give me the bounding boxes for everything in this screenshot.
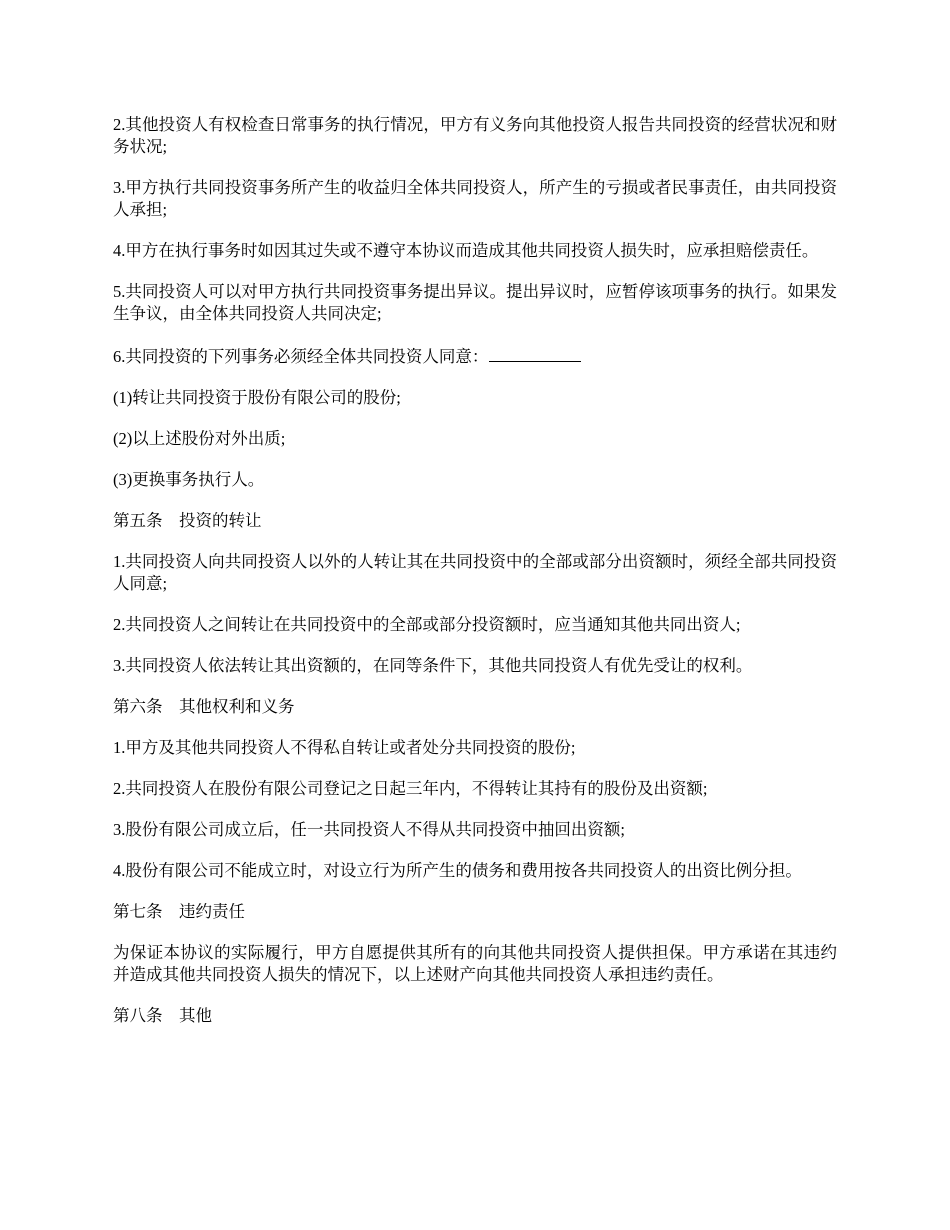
document-page xyxy=(113,114,837,1046)
article-5-clause-2: 2.共同投资人之间转让在共同投资中的全部或部分投资额时，应当通知其他共同出资人; xyxy=(113,615,741,634)
clause-3-profits: 3.甲方执行共同投资事务所产生的收益归全体共同投资人，所产生的亏损或者民事责任，由共同投资人承担; xyxy=(113,178,837,219)
article-6-clause-1: 1.甲方及其他共同投资人不得私自转让或者处分共同投资的股份; xyxy=(113,738,576,757)
article-5-clause-1: 1.共同投资人向共同投资人以外的人转让其在共同投资中的全部或部分出资额时，须经全部共同投资人同意; xyxy=(113,552,837,593)
clause-6-text: 6.共同投资的下列事务必须经全体共同投资人同意： xyxy=(113,347,489,366)
article-5-heading: 第五条 投资的转让 xyxy=(113,511,262,530)
article-7-body: 为保证本协议的实际履行，甲方自愿提供其所有的向其他共同投资人提供担保。甲方承诺在其违约并造成其他共同投资人损失的情况下，以上述财产向其他共同投资人承担违约责任。 xyxy=(113,943,837,984)
article-6-clause-3: 3.股份有限公司成立后，任一共同投资人不得从共同投资中抽回出资额; xyxy=(113,820,625,839)
article-6-clause-4: 4.股份有限公司不能成立时，对设立行为所产生的债务和费用按各共同投资人的出资比例分担。 xyxy=(113,861,802,880)
clause-4-liability: 4.甲方在执行事务时如因其过失或不遵守本协议而造成其他共同投资人损失时，应承担赔偿责任。 xyxy=(113,241,819,260)
item-2-pledge: (2)以上述股份对外出质; xyxy=(113,429,286,448)
article-8-heading: 第八条 其他 xyxy=(113,1006,212,1025)
clause-6-consent xyxy=(113,344,837,368)
item-3-replace-executor: (3)更换事务执行人。 xyxy=(113,470,265,489)
article-6-heading: 第六条 其他权利和义务 xyxy=(113,697,295,716)
item-1-transfer-shares: (1)转让共同投资于股份有限公司的股份; xyxy=(113,388,401,407)
article-6-clause-2: 2.共同投资人在股份有限公司登记之日起三年内，不得转让其持有的股份及出资额; xyxy=(113,779,708,798)
clause-2-inspection: 2.其他投资人有权检查日常事务的执行情况，甲方有义务向其他投资人报告共同投资的经营状况和财务状况; xyxy=(113,115,837,156)
article-5-clause-3: 3.共同投资人依法转让其出资额的，在同等条件下，其他共同投资人有优先受让的权利。 xyxy=(113,656,753,675)
clause-5-objection: 5.共同投资人可以对甲方执行共同投资事务提出异议。提出异议时，应暂停该项事务的执行。如果发生争议，由全体共同投资人共同决定; xyxy=(113,282,837,323)
fill-in-blank xyxy=(489,344,581,362)
article-7-heading: 第七条 违约责任 xyxy=(113,902,245,921)
